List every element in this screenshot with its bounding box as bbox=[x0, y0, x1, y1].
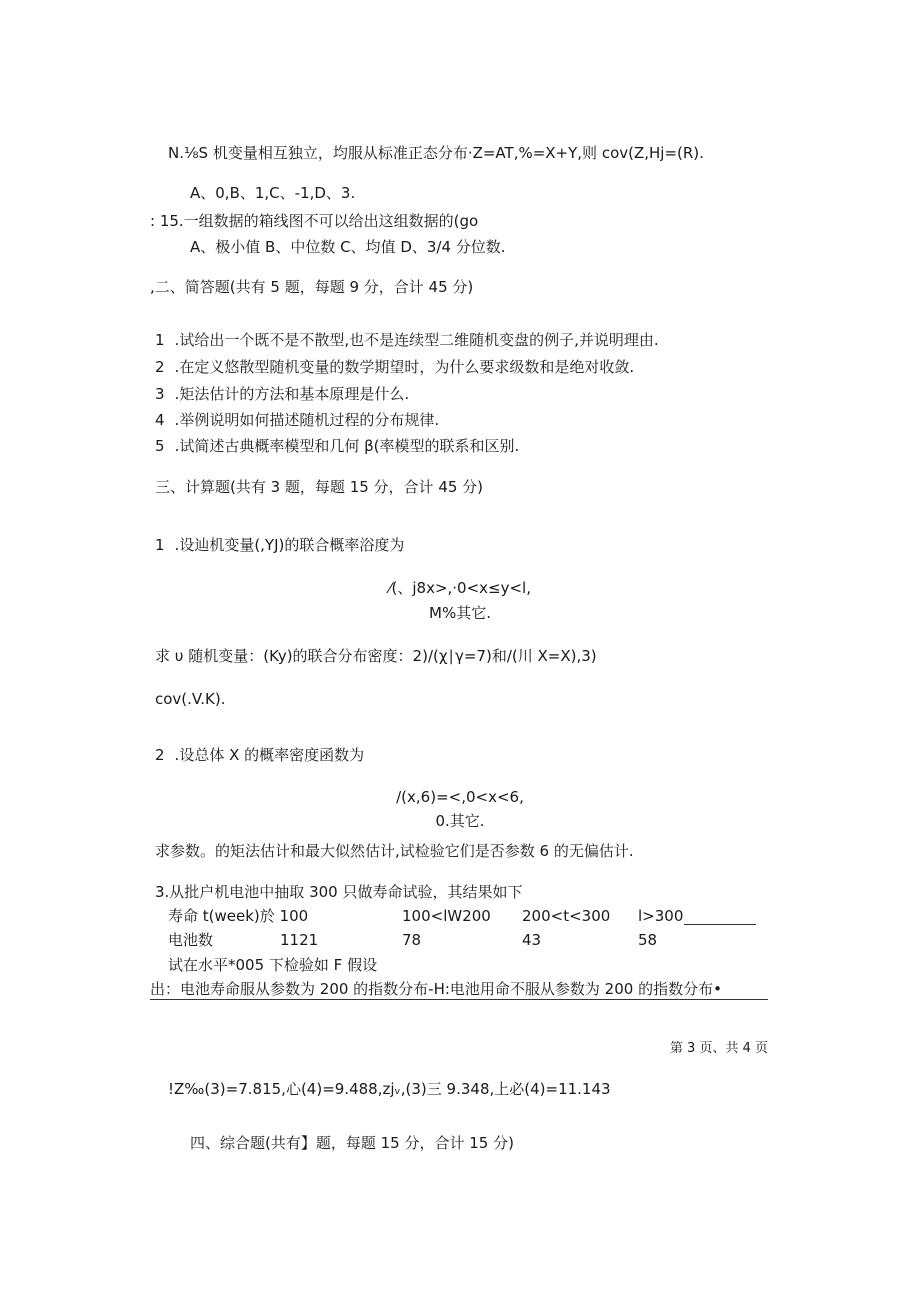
p2-formula-line1: /(x,6)=<,0<x<6, bbox=[396, 788, 524, 806]
section2-item bbox=[155, 410, 439, 430]
p1-question-cont: cov(.V.K). bbox=[155, 690, 226, 708]
item-text: .矩法估计的方法和基本原理是什么. bbox=[174, 385, 410, 403]
p2-formula-line2: 0.其它. bbox=[435, 812, 485, 830]
p1-question: 求 υ 随机变量：(Ky)的联合分布密度：2)/(χ∣γ=7)和/(川 X=X),3) bbox=[155, 647, 597, 665]
item-text: .在定义悠散型随机变量的数学期望时，为什么要求级数和是绝对收敛. bbox=[174, 358, 635, 376]
section2-item bbox=[155, 357, 634, 377]
item-number: 2 bbox=[155, 358, 165, 376]
problem-intro-text: .设辿机变量(,YJ)的联合概率浴度为 bbox=[174, 536, 405, 554]
q14-options: A、0,B、1,C、-1,D、3. bbox=[190, 184, 356, 202]
problem-intro-text: .设总体 X 的概率密度函数为 bbox=[174, 746, 365, 764]
p1-formula-line2: M%其它. bbox=[429, 604, 491, 622]
p3-hypothesis-line: 出：电池寿命服从参数为 200 的指数分布-H:电池用命不服从参数为 200 的指数分布• bbox=[150, 980, 722, 998]
item-number: 4 bbox=[155, 411, 165, 429]
item-text: .举例说明如何描述随机过程的分布规律. bbox=[174, 411, 440, 429]
problem-number: 1 bbox=[155, 536, 165, 554]
table-header-cell: l>300 bbox=[638, 907, 684, 925]
table-cell: 78 bbox=[402, 931, 422, 949]
problem-number: 2 bbox=[155, 746, 165, 764]
item-text: .试给出一个既不是不散型,也不是连续型二维随机变盘的例子,并说明理由. bbox=[174, 331, 659, 349]
section3-title: 三、计算题(共有 3 题，每题 15 分，合计 45 分) bbox=[155, 478, 484, 496]
table-header-cell: 100<lW200 bbox=[402, 907, 491, 925]
table-cell: 43 bbox=[522, 931, 542, 949]
p3-test-line: 试在水平*005 下检验如 F 假设 bbox=[168, 956, 378, 974]
section2-item bbox=[155, 330, 659, 350]
p1-formula-line1: ⁄(、j8x>,·0<x≤y<l, bbox=[389, 579, 531, 597]
item-number: 3 bbox=[155, 385, 165, 403]
section2-item bbox=[155, 384, 409, 404]
item-text: .试简述古典概率模型和几何 β(率模型的联系和区别. bbox=[174, 437, 520, 455]
item-number: 1 bbox=[155, 331, 165, 349]
section2-item bbox=[155, 436, 519, 456]
q15-stem: : 15.一组数据的箱线图不可以给出这组数据的(go bbox=[150, 212, 479, 230]
p1-intro bbox=[155, 535, 404, 555]
q14-stem: N.⅛S 机变量相互独立，均服从标准正态分布·Z=AT,%=X+Y,则 cov(Z,Hj=(R). bbox=[168, 144, 704, 162]
p2-question: 求参数。的矩法估计和最大似然估计,试检验它们是否参数 6 的无偏估计. bbox=[155, 842, 634, 860]
table-header-cell: 寿命 t(week)於 100 bbox=[168, 907, 309, 925]
p2-intro bbox=[155, 745, 364, 765]
item-number: 5 bbox=[155, 437, 165, 455]
table-header-cell: 200<t<300 bbox=[522, 907, 611, 925]
q15-options: A、极小值 B、中位数 C、均值 D、3/4 分位数. bbox=[190, 238, 506, 256]
page-bottom-rule bbox=[150, 999, 768, 1000]
table-cell: 1121 bbox=[280, 931, 319, 949]
chi-square-values: !Z‰(3)=7.815,心(4)=9.488,zjᵥ,(3)三 9.348,上必(4)=11.143 bbox=[168, 1080, 611, 1098]
page-number: 第 3 页、共 4 页 bbox=[669, 1041, 768, 1056]
section2-title: ,二、简答题(共有 5 题，每题 9 分，合计 45 分) bbox=[150, 278, 474, 296]
table-row-label: 电池数 bbox=[168, 931, 214, 949]
p3-intro: 3.从批户机电池中抽取 300 只做寿命试验，其结果如下 bbox=[155, 883, 523, 901]
table-cell: 58 bbox=[638, 931, 658, 949]
table-underline bbox=[684, 924, 756, 925]
section4-title: 四、综合题(共有】题，每题 15 分，合计 15 分) bbox=[190, 1134, 514, 1152]
